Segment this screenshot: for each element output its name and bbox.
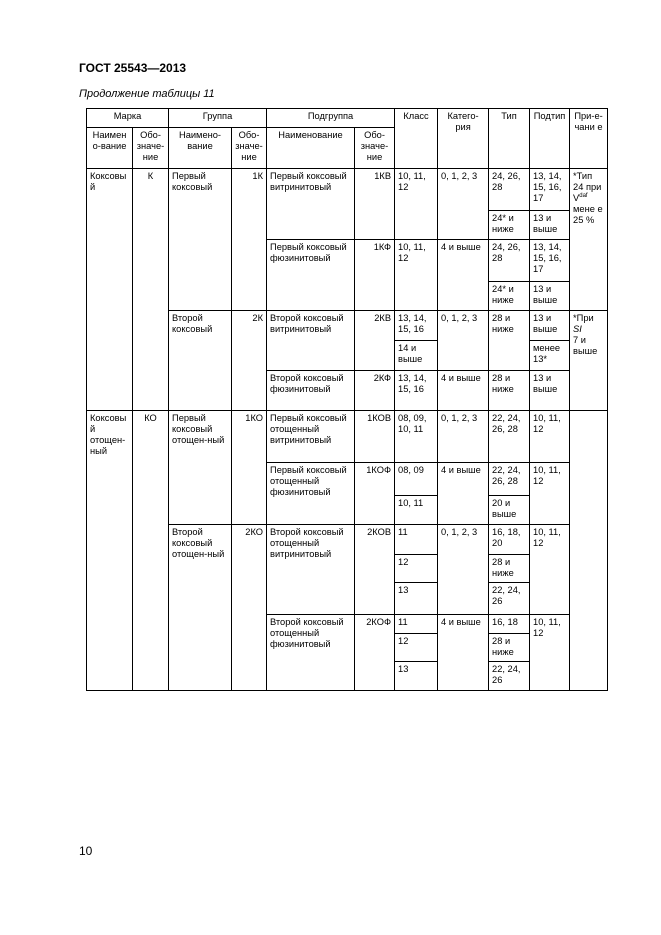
sub-2kov-klass-c: 13 xyxy=(395,583,438,615)
marka-ko-code: КО xyxy=(133,411,169,691)
gruppa-code-header: Обо-значе-ние xyxy=(232,128,267,169)
sub-1kf-code: 1КФ xyxy=(355,240,395,311)
sub-1kv-podtip-a: 13, 14, 15, 16, 17 xyxy=(530,169,570,211)
col-podgruppa-header: Подгруппа xyxy=(267,109,395,128)
sub-1kov-name: Первый коксовый отощенный витринитовый xyxy=(267,411,355,463)
sub-2kof-tip-b: 28 и ниже xyxy=(489,634,530,662)
sub-2kov-name: Второй коксовый отощенный витринитовый xyxy=(267,525,355,615)
sub-2kov-code: 2КОВ xyxy=(355,525,395,615)
sub-1kv-name: Первый коксовый витринитовый xyxy=(267,169,355,240)
note-tip-24-text: *Тип 24 при V xyxy=(573,171,602,203)
sub-1kv-tip-b: 24* и ниже xyxy=(489,211,530,240)
col-kategoriya-header: Катего-рия xyxy=(438,109,489,169)
note-si-text: *При xyxy=(573,313,594,323)
gruppa-1ko-code: 1КО xyxy=(232,411,267,525)
table-caption: Продолжение таблицы 11 xyxy=(79,88,215,100)
col-klass-header: Класс xyxy=(395,109,438,169)
page-number: 10 xyxy=(79,844,93,858)
sub-1kf-tip-a: 24, 26, 28 xyxy=(489,240,530,282)
podgruppa-code-header: Обо-значе-ние xyxy=(355,128,395,169)
sub-1kf-name: Первый коксовый фюзинитовый xyxy=(267,240,355,311)
gruppa-2k-code: 2К xyxy=(232,311,267,411)
sub-1kof-tip-b: 20 и выше xyxy=(489,496,530,525)
sub-2kv-kategoriya: 0, 1, 2, 3 xyxy=(438,311,489,371)
note-empty xyxy=(570,411,608,691)
col-primechanie-header: При-е-чани е xyxy=(570,109,608,169)
sub-1kov-tip: 22, 24, 26, 28 xyxy=(489,411,530,463)
sub-1kof-code: 1КОФ xyxy=(355,463,395,525)
sub-2kov-klass-a: 11 xyxy=(395,525,438,555)
gruppa-2ko-name: Второй коксовый отощен-ный xyxy=(169,525,232,691)
col-gruppa-header: Группа xyxy=(169,109,267,128)
col-marka-header: Марка xyxy=(87,109,169,128)
note-tip-24 xyxy=(570,169,608,311)
sub-1kf-podtip-b: 13 и выше xyxy=(530,282,570,311)
sub-1kof-klass-b: 10, 11 xyxy=(395,496,438,525)
sub-1kof-podtip: 10, 11, 12 xyxy=(530,463,570,525)
sub-1kov-code: 1КОВ xyxy=(355,411,395,463)
sub-1kf-klass: 10, 11, 12 xyxy=(395,240,438,311)
sub-2kov-tip-a: 16, 18, 20 xyxy=(489,525,530,555)
sub-1kv-kategoriya: 0, 1, 2, 3 xyxy=(438,169,489,240)
sub-2kv-podtip-a: 13 и выше xyxy=(530,311,570,341)
sub-2kof-podtip: 10, 11, 12 xyxy=(530,615,570,691)
sub-2kv-klass-b: 14 и выше xyxy=(395,341,438,371)
gruppa-1k-code: 1К xyxy=(232,169,267,311)
sub-2kov-kategoriya: 0, 1, 2, 3 xyxy=(438,525,489,615)
sub-1kf-kategoriya: 4 и выше xyxy=(438,240,489,311)
gruppa-2ko-code: 2КО xyxy=(232,525,267,691)
sub-1kf-tip-b: 24* и ниже xyxy=(489,282,530,311)
col-podtip-header: Подтип xyxy=(530,109,570,169)
sub-2kf-klass: 13, 14, 15, 16 xyxy=(395,371,438,411)
gruppa-name-header: Наимено-вание xyxy=(169,128,232,169)
sub-1kov-kategoriya: 0, 1, 2, 3 xyxy=(438,411,489,463)
marka-name-header: Наимен о-вание xyxy=(87,128,133,169)
sub-2kov-klass-b: 12 xyxy=(395,555,438,583)
gruppa-1k-name: Первый коксовый xyxy=(169,169,232,311)
gruppa-1ko-name: Первый коксовый отощен-ный xyxy=(169,411,232,525)
sub-1kof-name: Первый коксовый отощенный фюзинитовый xyxy=(267,463,355,525)
sub-1kof-tip-a: 22, 24, 26, 28 xyxy=(489,463,530,496)
sub-2kov-tip-b: 28 и ниже xyxy=(489,555,530,583)
standard-code: ГОСТ 25543—2013 xyxy=(79,61,187,75)
col-tip-header: Тип xyxy=(489,109,530,169)
sub-2kof-klass-b: 12 xyxy=(395,634,438,662)
note-si-symbol: SI xyxy=(573,324,582,334)
sub-2kof-kategoriya: 4 и выше xyxy=(438,615,489,691)
header-row-1 xyxy=(87,109,608,128)
sub-2kf-name: Второй коксовый фюзинитовый xyxy=(267,371,355,411)
marka-code-header: Обо-значе-ние xyxy=(133,128,169,169)
marka-k-name: Коксовы й xyxy=(87,169,133,411)
sub-2kf-podtip: 13 и выше xyxy=(530,371,570,411)
sub-2kof-klass-c: 13 xyxy=(395,662,438,691)
sub-2kof-klass-a: 11 xyxy=(395,615,438,634)
sub-1kov-klass: 08, 09, 10, 11 xyxy=(395,411,438,463)
sub-2kof-name: Второй коксовый отощенный фюзинитовый xyxy=(267,615,355,691)
note-tip-24-text-2: мене е 25 % xyxy=(573,204,603,225)
sub-2kof-tip-a: 16, 18 xyxy=(489,615,530,634)
sub-1kv-klass: 10, 11, 12 xyxy=(395,169,438,240)
sub-2kov-tip-c: 22, 24, 26 xyxy=(489,583,530,615)
note-tip-24-sup: daf xyxy=(579,192,588,199)
table-row xyxy=(87,411,608,463)
note-si xyxy=(570,311,608,411)
sub-2kof-code: 2КОФ xyxy=(355,615,395,691)
sub-2kf-code: 2КФ xyxy=(355,371,395,411)
sub-1kv-tip-a: 24, 26, 28 xyxy=(489,169,530,211)
sub-1kv-podtip-b: 13 и выше xyxy=(530,211,570,240)
classification-table xyxy=(86,108,608,691)
sub-1kov-podtip: 10, 11, 12 xyxy=(530,411,570,463)
sub-2kf-tip: 28 и ниже xyxy=(489,371,530,411)
table-row xyxy=(87,169,608,211)
sub-1kf-podtip-a: 13, 14, 15, 16, 17 xyxy=(530,240,570,282)
sub-1kof-kategoriya: 4 и выше xyxy=(438,463,489,525)
sub-1kof-klass-a: 08, 09 xyxy=(395,463,438,496)
sub-2kv-podtip-b: менее 13* xyxy=(530,341,570,371)
marka-ko-name: Коксовы й отощен-ный xyxy=(87,411,133,691)
sub-2kv-name: Второй коксовый витринитовый xyxy=(267,311,355,371)
sub-2kof-tip-c: 22, 24, 26 xyxy=(489,662,530,691)
podgruppa-name-header: Наименование xyxy=(267,128,355,169)
sub-2kv-klass-a: 13, 14, 15, 16 xyxy=(395,311,438,341)
sub-2kf-kategoriya: 4 и выше xyxy=(438,371,489,411)
sub-1kv-code: 1КВ xyxy=(355,169,395,240)
note-si-text-2: 7 и выше xyxy=(573,335,598,356)
sub-2kv-code: 2КВ xyxy=(355,311,395,371)
marka-k-code: К xyxy=(133,169,169,411)
sub-2kov-podtip: 10, 11, 12 xyxy=(530,525,570,615)
gruppa-2k-name: Второй коксовый xyxy=(169,311,232,411)
sub-2kv-tip: 28 и ниже xyxy=(489,311,530,371)
